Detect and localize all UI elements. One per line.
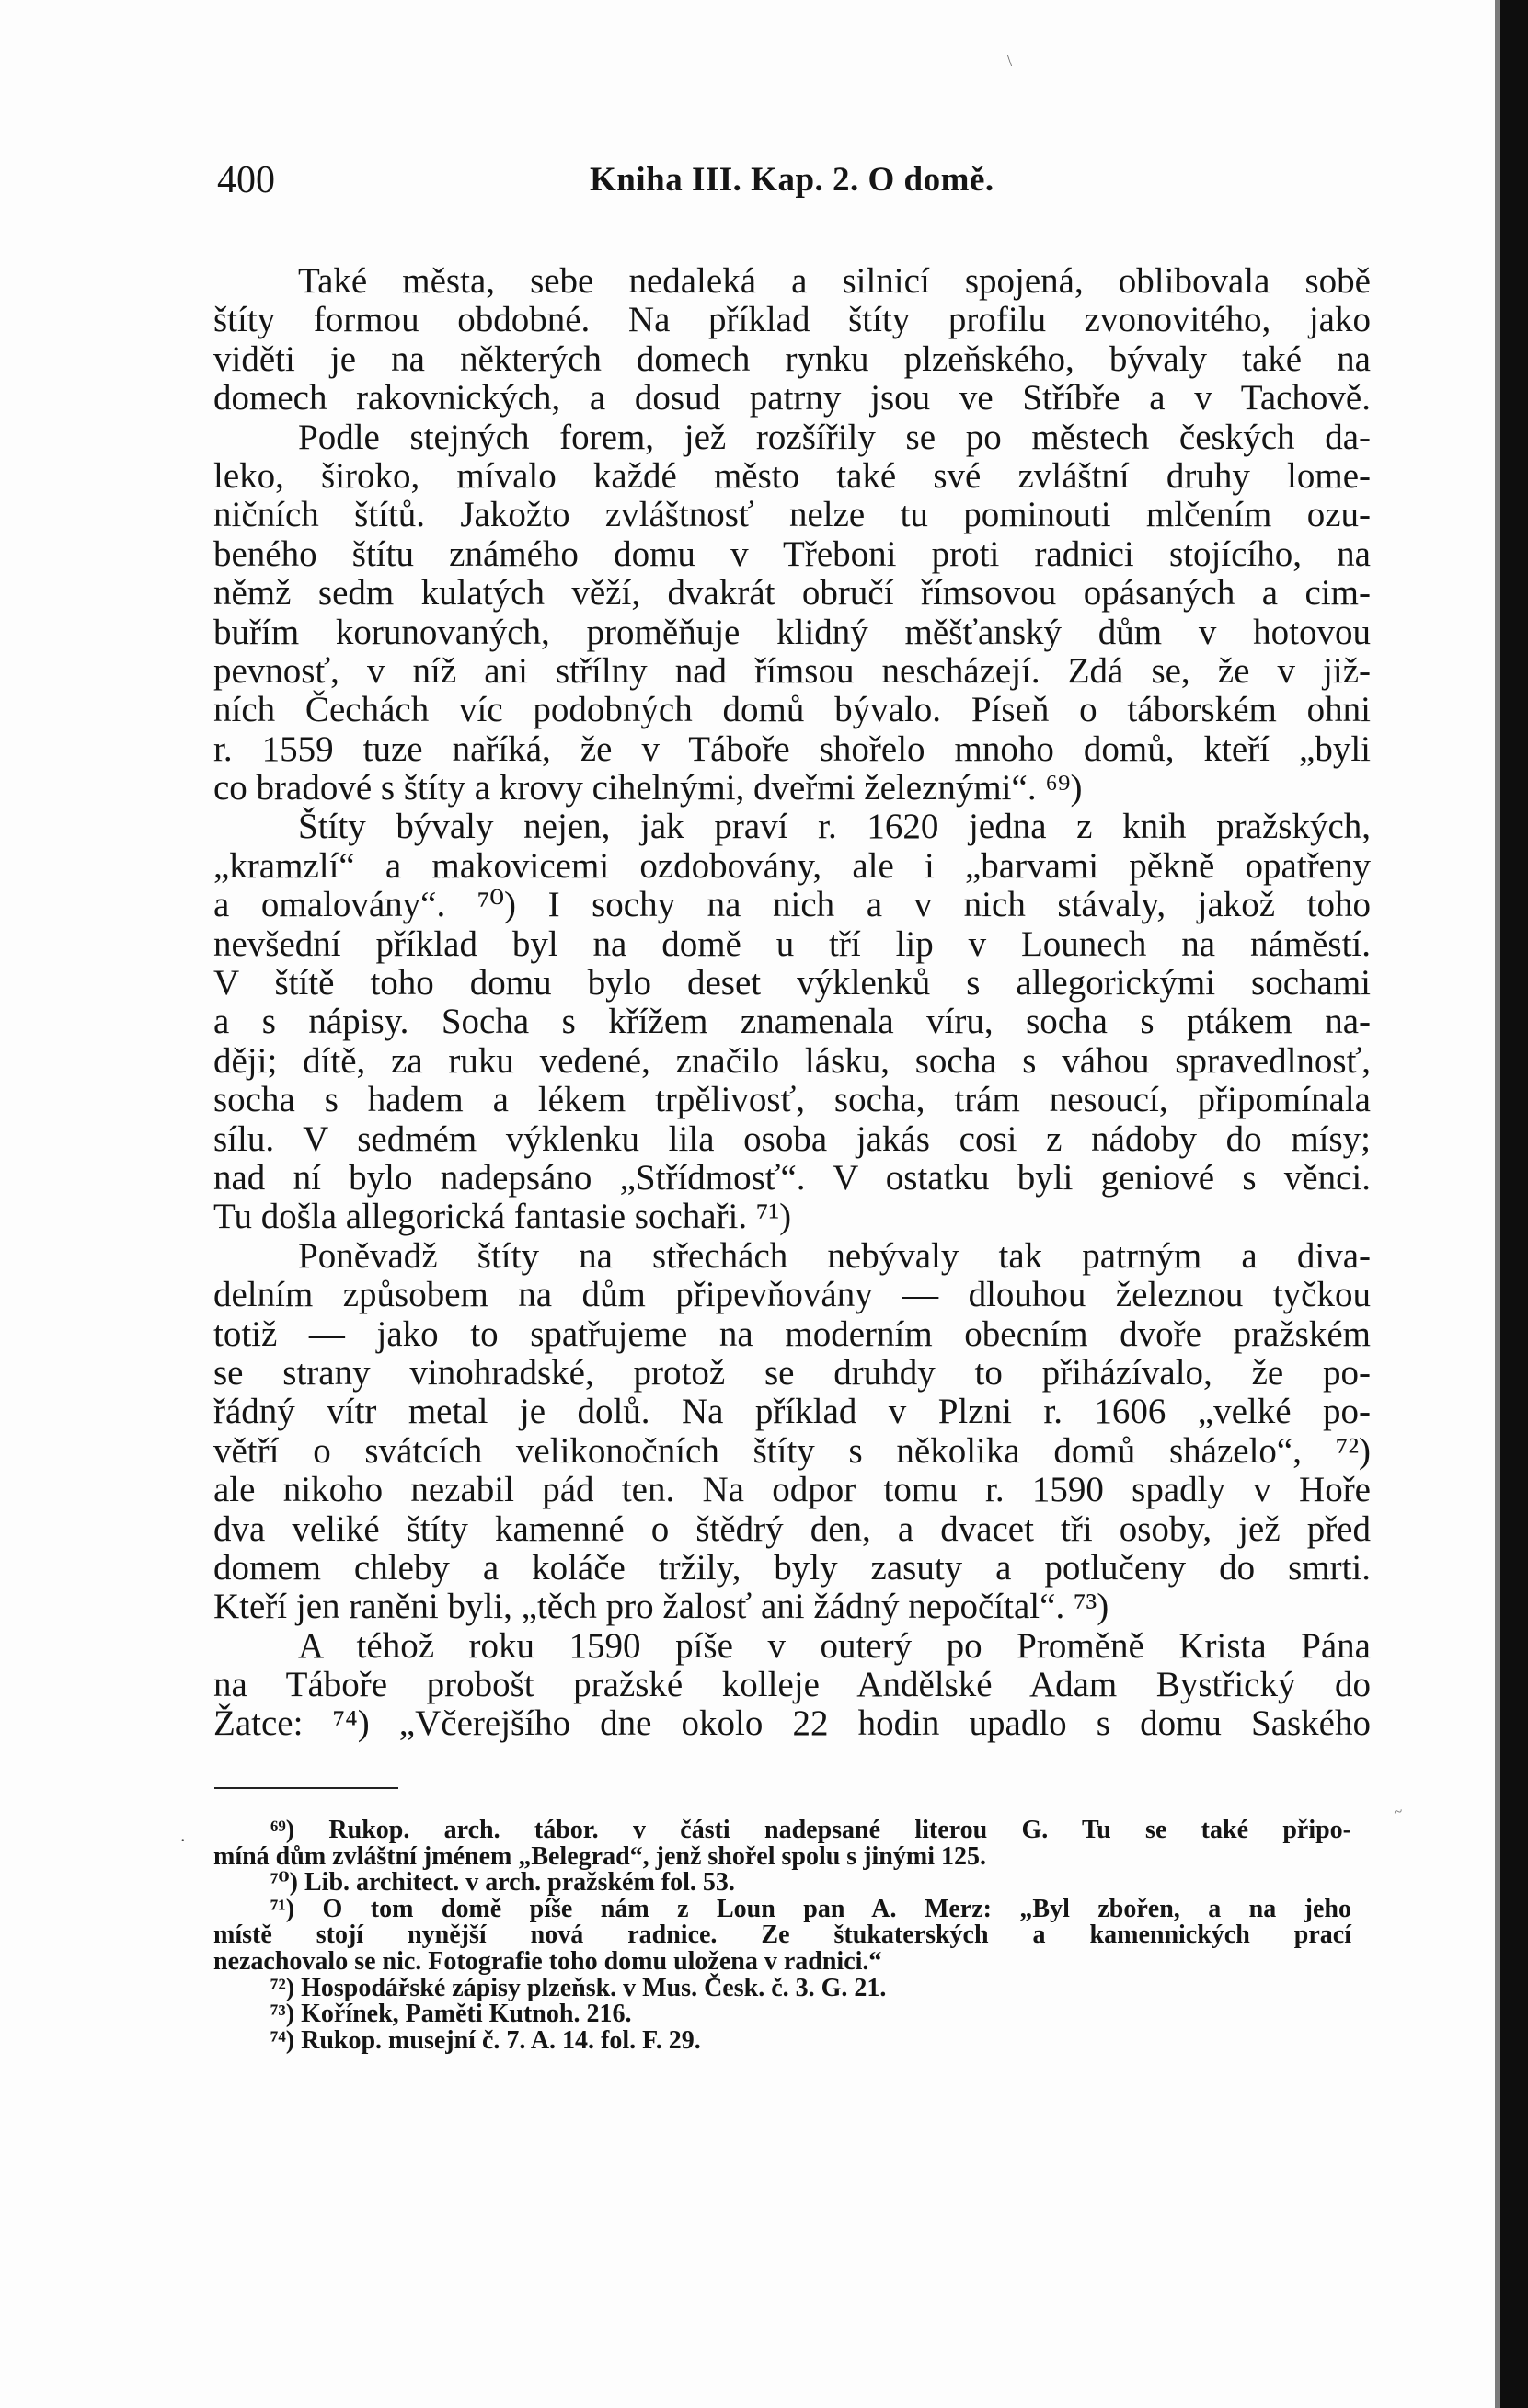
text-line: domech rakovnických, a dosud patrny jsou ve Stříbře a v Tachově. <box>213 378 1371 419</box>
running-head: Kniha III. Kap. 2. O domě. <box>590 161 994 199</box>
text-line: Štíty bývaly nejen, jak praví r. 1620 jedna z knih pražských, <box>298 807 1371 847</box>
text-line: domem chleby a koláče tržily, byly zasuty a potlučeny do smrti. <box>213 1547 1371 1588</box>
pencil-mark: ~ <box>1392 1802 1404 1821</box>
text-line: totiž — jako to spatřujeme na moderním obecním dvoře pražském <box>213 1313 1371 1354</box>
page-number: 400 <box>217 159 275 201</box>
scan-speck: \ <box>1007 52 1013 70</box>
text-line: Poněvadž štíty na střechách nebývaly tak patrným a diva- <box>298 1235 1371 1276</box>
text-line: štíty formou obdobné. Na příklad štíty profilu zvonovitého, jako <box>213 300 1371 340</box>
footnote-divider <box>214 1787 398 1789</box>
footnote-line: ⁷⁴) Rukop. musejní č. 7. A. 14. fol. F. 29. <box>270 2025 701 2055</box>
scan-border <box>1500 0 1528 2408</box>
footnote-line: místě stojí nynější nová radnice. Ze štukaterských a kamennických prací <box>213 1921 1351 1950</box>
text-line: leko, široko, mívalo každé město také své zvláštní druhy lome- <box>213 455 1371 496</box>
footnote-line: ⁶⁹) Rukop. arch. tábor. v části nadepsané literou G. Tu se také připo- <box>270 1816 1351 1844</box>
text-line: větří o svátcích velikonočních štíty s několika domů sházelo“, ⁷²) <box>213 1430 1371 1471</box>
text-line: na Táboře probošt pražské kolleje Andělské Adam Bystřický do <box>213 1665 1371 1705</box>
text-line: nad ní bylo nadepsáno „Střídmosť“. V ostatku byli geniové s věnci. <box>213 1157 1371 1198</box>
text-line: řádný vítr metal je dolů. Na příklad v Plzni r. 1606 „velké po- <box>213 1392 1371 1432</box>
text-line: sílu. V sedmém výklenku lila osoba jakás cosi z nádoby do mísy; <box>213 1118 1371 1159</box>
text-line: „kramzlí“ a makovicemi ozdobovány, ale i „barvami pěkně opatřeny <box>213 845 1371 886</box>
footnote-line: ⁷³) Kořínek, Paměti Kutnoh. 216. <box>270 2000 632 2029</box>
text-line: Také města, sebe nedaleká a silnicí spojená, oblibovala sobě <box>298 261 1371 301</box>
text-line: Podle stejných forem, jež rozšířily se po městech českých da- <box>298 417 1371 457</box>
text-line: socha s hadem a lékem trpělivosť, socha, trám nesoucí, připomínala <box>213 1080 1371 1120</box>
text-line: němž sedm kulatých věží, dvakrát obručí římsovou opásaných a cim- <box>213 573 1371 613</box>
text-line: buřím korunovaných, proměňuje klidný měšťanský dům v hotovou <box>213 612 1371 652</box>
text-line: ale nikoho nezabil pád ten. Na odpor tomu r. 1590 spadly v Hoře <box>213 1470 1371 1510</box>
text-line: nevšední příklad byl na domě u tří lip v Lounech na náměstí. <box>213 923 1371 964</box>
text-line: dva veliké štíty kamenné o štědrý den, a dvacet tři osoby, jež před <box>213 1508 1371 1549</box>
page-header <box>217 153 1367 208</box>
text-line: A téhož roku 1590 píše v outerý po Proměně Krista Pána <box>298 1625 1371 1666</box>
text-line: se strany vinohradské, protož se druhdy to přiházívalo, že po- <box>213 1352 1371 1393</box>
footnote-line: ⁷²) Hospodářské zápisy plzeňsk. v Mus. Česk. č. 3. G. 21. <box>270 1973 887 2002</box>
text-line: ději; dítě, za ruku vedené, značilo lásku, socha s váhou spravedlnosť, <box>213 1040 1371 1081</box>
footnote-line: ⁷⁰) Lib. architect. v arch. pražském fol. 53. <box>270 1868 735 1898</box>
footnote-line: míná dům zvláštní jménem „Belegrad“, jenž shořel spolu s jinými 125. <box>213 1841 986 1871</box>
text-line: delním způsobem na dům připevňovány — dlouhou železnou tyčkou <box>213 1275 1371 1315</box>
footnote-line: nezachovalo se nic. Fotografie toho domu uložena v radnici.“ <box>213 1946 882 1976</box>
text-line: Žatce: ⁷⁴) „Včerejšího dne okolo 22 hodin upadlo s domu Saského <box>213 1703 1371 1744</box>
text-line: ních Čechách víc podobných domů bývalo. Píseň o táborském ohni <box>213 690 1371 730</box>
text-line: beného štítu známého domu v Třeboni proti radnici stojícího, na <box>213 533 1371 574</box>
text-line: co bradové s štíty a krovy cihelnými, dveřmi železnými“. ⁶⁹) <box>213 768 1083 808</box>
text-line: r. 1559 tuze naříká, že v Táboře shořelo mnoho domů, kteří „byli <box>213 728 1371 769</box>
text-line: Tu došla allegorická fantasie sochaři. ⁷¹) <box>213 1197 792 1237</box>
body-text <box>213 262 1371 1744</box>
text-line: V štítě toho domu bylo deset výklenků s allegorickými sochami <box>213 963 1371 1003</box>
text-line: viděti je na některých domech rynku plzeňského, bývaly také na <box>213 338 1371 379</box>
text-line: pevnosť, v níž ani střílny nad římsou nescházejí. Zdá se, že v již- <box>213 650 1371 691</box>
scan-speck: . <box>180 1823 186 1846</box>
text-line: a omalovány“. ⁷⁰) I sochy na nich a v nich stávaly, jakož toho <box>213 885 1371 925</box>
footnote-line: ⁷¹) O tom domě píše nám z Loun pan A. Merz: „Byl zbořen, a na jeho <box>270 1894 1351 1923</box>
text-line: ničních štítů. Jakožto zvláštnosť nelze tu pominouti mlčením ozu- <box>213 495 1371 535</box>
footnotes <box>213 1817 1351 2054</box>
text-line: a s nápisy. Socha s křížem znamenala víru, socha s ptákem na- <box>213 1002 1371 1042</box>
text-line: Kteří jen raněni byli, „těch pro žalosť ani žádný nepočítal“. ⁷³) <box>213 1587 1109 1627</box>
